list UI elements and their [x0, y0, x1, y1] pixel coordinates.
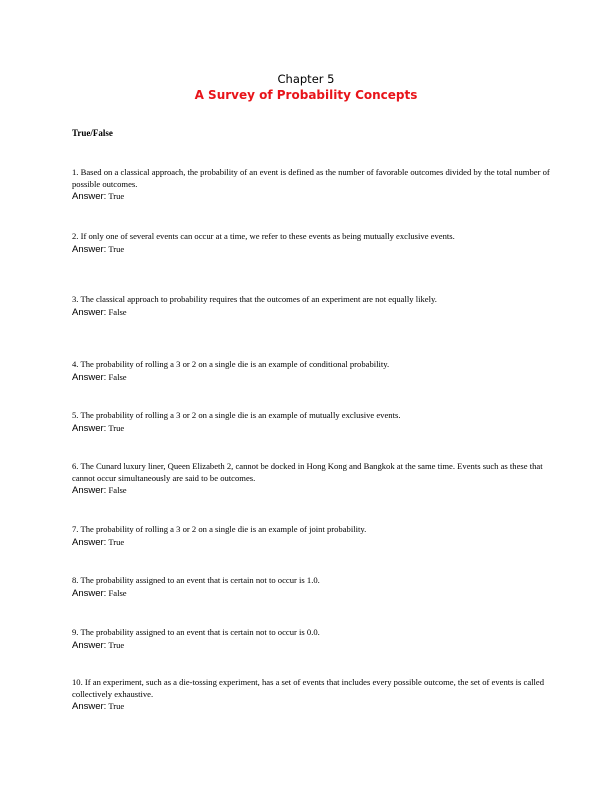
answer-label: Answer:	[72, 587, 107, 599]
answer-label: Answer:	[72, 422, 107, 434]
question-text: 7. The probability of rolling a 3 or 2 on a single die is an example of joint probability.	[72, 524, 367, 534]
question-text: 9. The probability assigned to an event that is certain not to occur is 0.0.	[72, 627, 320, 637]
question-item	[72, 359, 552, 384]
answer-label: Answer:	[72, 371, 107, 383]
answer-value: True	[108, 243, 125, 254]
answer-value: True	[108, 422, 125, 433]
answer-value: False	[108, 485, 127, 495]
answer-value: True	[108, 536, 125, 547]
chapter-heading: Chapter 5	[277, 72, 335, 86]
answer-line	[72, 422, 552, 435]
question-text: 4. The probability of rolling a 3 or 2 on a single die is an example of conditional probability.	[72, 359, 390, 369]
answer-label: Answer:	[72, 243, 107, 255]
question-item	[72, 677, 552, 713]
answer-line	[72, 700, 552, 713]
answer-label: Answer:	[72, 191, 107, 202]
question-text: 1. Based on a classical approach, the probability of an event is defined as the number of favorable outcomes divided by the total number of possible outcomes.	[72, 167, 550, 189]
question-text: 10. If an experiment, such as a die-tossing experiment, has a set of events that includes every possible outcome, the set of events is called collectively exhaustive.	[72, 677, 545, 699]
answer-label: Answer:	[72, 485, 107, 496]
question-text: 6. The Cunard luxury liner, Queen Elizabeth 2, cannot be docked in Hong Kong and Bangkok at the same time. Events such as these that cannot occur simultaneously are said to be outcomes.	[72, 461, 543, 483]
question-text: 5. The probability of rolling a 3 or 2 on a single die is an example of mutually exclusive events.	[72, 410, 401, 420]
answer-label: Answer:	[72, 701, 107, 712]
question-item	[72, 410, 552, 435]
question-text: 8. The probability assigned to an event that is certain not to occur is 1.0.	[72, 575, 320, 585]
answer-value: True	[108, 701, 125, 711]
answer-value: False	[108, 587, 127, 598]
answer-value: True	[108, 639, 125, 650]
answer-label: Answer:	[72, 306, 107, 318]
question-item	[72, 231, 552, 256]
answer-label: Answer:	[72, 639, 107, 651]
question-item	[72, 524, 552, 549]
answer-line	[72, 587, 552, 600]
question-text: 2. If only one of several events can occur at a time, we refer to these events as being mutually exclusive events.	[72, 231, 455, 241]
answer-label: Answer:	[72, 536, 107, 548]
question-text: 3. The classical approach to probability requires that the outcomes of an experiment are not equally likely.	[72, 294, 437, 304]
chapter-subtitle: A Survey of Probability Concepts	[194, 88, 418, 102]
answer-line	[72, 371, 552, 384]
section-title: True/False	[72, 128, 113, 138]
question-item	[72, 294, 552, 319]
question-item	[72, 461, 552, 497]
question-item	[72, 627, 552, 652]
answer-value: True	[108, 191, 125, 201]
answer-value: False	[108, 371, 127, 382]
answer-line	[72, 243, 552, 256]
answer-line	[72, 306, 552, 319]
question-item	[72, 575, 552, 600]
answer-line	[72, 484, 552, 497]
answer-value: False	[108, 306, 127, 317]
answer-line	[72, 190, 552, 203]
answer-line	[72, 639, 552, 652]
answer-line	[72, 536, 552, 549]
question-item	[72, 167, 552, 203]
